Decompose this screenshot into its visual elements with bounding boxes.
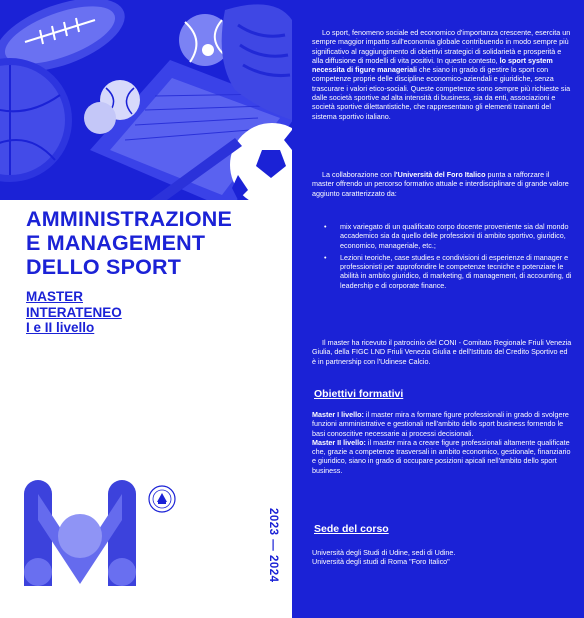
title-line: AMMINISTRAZIONE [26,207,233,231]
subtitle-line: MASTER [26,289,83,304]
intro-emphasis: lo sport system necessita di figure manageriali [312,55,553,75]
features-list [312,222,572,293]
university-seal-icon [148,485,176,518]
title-line: E MANAGEMENT [26,231,206,255]
objective-level-2 [312,438,574,475]
objectives-section [312,410,574,475]
collab-text: La collaborazione con [322,170,394,179]
academic-years: 2023 — 2024 [267,508,279,583]
list-item: • Lezioni teoriche, case studies e condivisioni di esperienze di manager e professionisti per approfondire le competenze tecniche e potenziare le abilità in ambito giuridico, di marketing, di management, di accounting, di leadership e di corporate finance. [324,252,572,290]
patronage-paragraph [312,338,572,366]
list-item-text: mix variegato di un qualificato corpo docente proveniente sia dal mondo accademico sia da quello delle professioni di ambito sportivo, giuridico, economico, manageriale, etc.; [340,222,569,250]
location-line: Università degli studi di Roma "Foro Italico" [312,557,450,567]
cover-subtitle [26,289,122,336]
collab-paragraph [312,170,572,198]
intro-paragraph [312,28,572,121]
list-item-text: Lezioni teoriche, case studies e condivisioni di esperienze di manager e professionisti per approfondire le competenze tecniche e potenziare le abilità in ambito giuridico, di marketing, di management, di accounting, di leadership e di corporate finance. [340,252,572,290]
location-heading: Sede del corso [314,523,389,535]
intro-text: Lo sport, fenomeno sociale ed economico d'importanza crescente, esercita un sempre maggior impatto sull'economia globale contribuendo in modo sempre più significativo al raggiungimento di obiettivi strategici di solidarietà e prosperità e alla diffusione di modelli di vita positivi. In questo contesto, [312,28,571,65]
list-item: • mix variegato di un qualificato corpo docente proveniente sia dal mondo accademico sia da quello delle professioni di ambito sportivo, giuridico, economico, manageriale, etc.; [324,222,569,250]
objective-text: il master mira a creare figure professionali altamente qualificate che, grazie a competenze trasversali in ambito economico, gestionale, finanziario e giuridico, siano in grado di occupare posizioni apicali nell'ambito dello sport business. [312,437,571,475]
cover-title [26,207,288,279]
location-section [312,548,572,567]
intro-text-2: che siano in grado di gestire lo sport con competenze proprie delle discipline economico-aziendali e giuridiche, senza trascurare i valori etico-sociali. Queste competenze sono sempre più richieste sia dalle società sportive ad alta intensità di business, sia da enti, associazioni e società sportive dilettantistiche, che rappresentano gli elementi trainanti del sistema sportivo italiano. [312,65,571,121]
collab-text-2: punta a rafforzare il master offrendo un percorso formativo attuale e interdisciplinare di grande valore aggiunto caratterizzato da: [312,170,569,198]
objective-text: il master mira a formare figure professionali in grado di svolgere funzioni amministrative e gestionali nell'ambito dello sport business fornendo le basi conoscitive necessarie ai processi decisionali. [312,410,569,438]
objectives-heading: Obiettivi formativi [314,388,404,400]
objective-label: Master II livello: [312,437,366,447]
objective-level-1 [312,410,574,438]
subtitle-line: I e II livello [26,320,95,335]
info-panel [292,0,584,618]
subtitle-line: INTERATENEO [26,304,122,320]
patronage-text: Il master ha ricevuto il patrocinio del CONI - Comitato Regionale Friuli Venezia Giulia, della FIGC LND Friuli Venezia Giulia e dell'Istituto del Credito Sportivo ed è in partnership con l'Udinese Calcio. [312,338,572,366]
title-line: DELLO SPORT [26,255,182,279]
location-line: Università degli Studi di Udine, sedi di Udine. [312,548,456,557]
sports-equipment-photo [0,0,292,200]
objective-label: Master I livello: [312,410,364,419]
m-logo-icon [24,480,136,597]
collab-emphasis: l'Università del Foro Italico [393,170,486,179]
